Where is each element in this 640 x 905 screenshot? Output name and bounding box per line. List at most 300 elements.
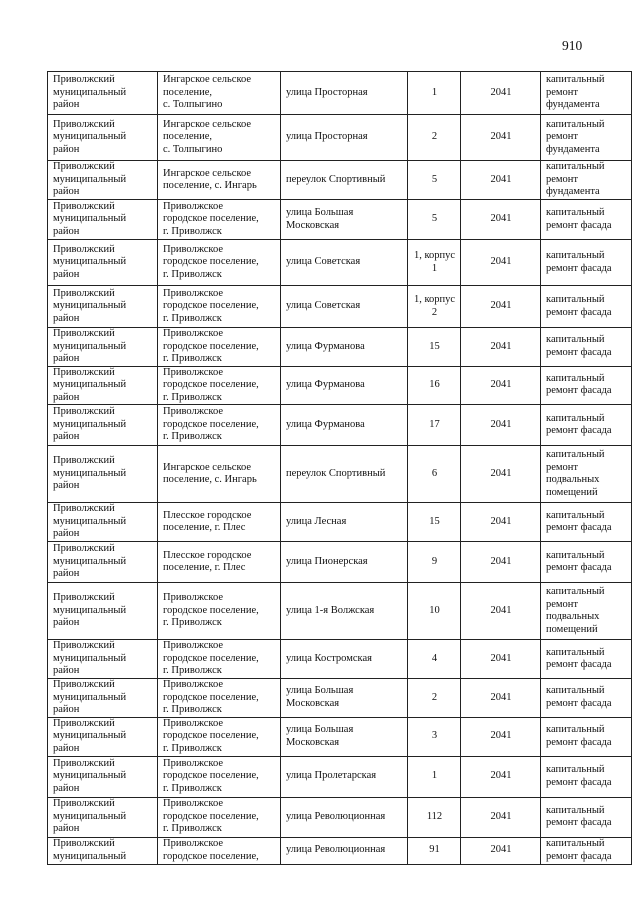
cell-line: улица Большая	[286, 207, 354, 218]
cell-line: Приволжский	[53, 200, 115, 212]
work-type-cell	[541, 640, 632, 679]
cell-line: район	[53, 431, 80, 443]
cell-line: Приволжский	[53, 838, 115, 849]
cell-line: капитальный	[546, 250, 605, 261]
cell-line: муниципальный	[53, 213, 127, 225]
repair-schedule-table	[47, 71, 632, 865]
year-cell: 2041	[461, 583, 541, 640]
settlement-cell	[158, 679, 281, 718]
settlement-cell	[158, 328, 281, 367]
table-row	[48, 756, 632, 797]
cell-line: улица Пионерская	[286, 555, 368, 567]
cell-line: г. Приволжск	[163, 617, 222, 629]
cell-line: 15	[429, 515, 440, 527]
cell-line: улица Фурманова	[286, 379, 365, 390]
work-type-cell	[541, 503, 632, 542]
settlement-cell	[158, 240, 281, 286]
cell-line: подвальных	[546, 611, 600, 622]
house-number-cell	[408, 286, 461, 328]
district-cell	[48, 328, 158, 367]
table-row	[48, 640, 632, 679]
cell-line: 1	[431, 262, 438, 274]
district-cell	[48, 161, 158, 200]
cell-line: ремонт фасада	[546, 346, 612, 358]
year-cell: 2041	[461, 640, 541, 679]
cell-line: капитальный	[546, 646, 605, 658]
cell-line: поселение, г. Плес	[163, 562, 246, 573]
cell-line: Приволжское	[163, 757, 224, 769]
cell-line: капитальный	[546, 74, 605, 86]
cell-line: подвальных	[546, 474, 600, 485]
cell-line: муниципальный	[53, 555, 127, 567]
cell-line: капитальный	[546, 838, 605, 849]
cell-line: район	[53, 480, 80, 492]
work-type-cell	[541, 161, 632, 200]
cell-line: улица Революционная	[286, 810, 386, 822]
cell-line: г. Приволжск	[163, 225, 222, 237]
cell-line: городское поселение,	[163, 340, 259, 352]
house-number-cell	[408, 200, 461, 240]
house-number-cell	[408, 756, 461, 797]
work-type-cell	[541, 240, 632, 286]
house-number-cell	[408, 583, 461, 640]
cell-line: ремонт фасада	[546, 425, 612, 436]
cell-line: капитальный	[546, 118, 605, 130]
cell-line: муниципальный	[53, 691, 127, 703]
cell-line: муниципальный	[53, 379, 127, 390]
work-type-cell	[541, 72, 632, 115]
cell-line: Приволжский	[53, 798, 115, 810]
cell-line: ремонт фасада	[546, 385, 612, 397]
table-row	[48, 328, 632, 367]
cell-line: Приволжский	[53, 118, 115, 130]
cell-line: ремонт фасада	[546, 562, 612, 573]
cell-line: городское поселение,	[163, 850, 259, 862]
street-cell	[281, 200, 408, 240]
cell-line: Приволжское	[163, 798, 224, 810]
street-cell	[281, 366, 408, 405]
district-cell	[48, 717, 158, 756]
cell-line: городское поселение,	[163, 213, 259, 225]
cell-line: ремонт фасада	[546, 817, 612, 828]
cell-line: фундамента	[546, 143, 600, 155]
cell-line: г. Приволжск	[163, 431, 222, 443]
year-cell: 2041	[461, 679, 541, 718]
cell-line: ремонт фасада	[546, 850, 612, 862]
street-cell	[281, 717, 408, 756]
street-cell	[281, 161, 408, 200]
cell-line: капитальный	[546, 334, 605, 346]
table-row	[48, 583, 632, 640]
cell-line: капитальный	[546, 372, 605, 384]
cell-line: г. Приволжск	[163, 312, 222, 324]
street-cell	[281, 72, 408, 115]
cell-line: городское поселение,	[163, 691, 259, 703]
settlement-cell	[158, 161, 281, 200]
cell-line: 4	[431, 652, 438, 664]
year-cell: 2041	[461, 366, 541, 405]
district-cell	[48, 286, 158, 328]
table-row	[48, 240, 632, 286]
year-cell: 2041	[461, 837, 541, 864]
cell-line: Плесское городское	[163, 549, 252, 561]
year-cell: 2041	[461, 200, 541, 240]
cell-line: район	[53, 99, 80, 111]
year-cell: 2041	[461, 446, 541, 503]
cell-line: улица Костромская	[286, 652, 372, 664]
settlement-cell	[158, 583, 281, 640]
cell-line: район	[53, 528, 80, 540]
house-number-cell	[408, 837, 461, 864]
cell-line: капитальный	[546, 161, 605, 173]
cell-line: муниципальный	[53, 418, 127, 430]
cell-line: Приволжский	[53, 503, 115, 515]
district-cell	[48, 542, 158, 583]
cell-line: капитальный	[546, 804, 605, 816]
cell-line: ремонт	[546, 461, 579, 473]
cell-line: капитальный	[546, 685, 605, 697]
cell-line: улица Революционная	[286, 844, 386, 856]
table-row	[48, 446, 632, 503]
street-cell	[281, 446, 408, 503]
cell-line: капитальный	[546, 412, 605, 424]
cell-line: Приволжское	[163, 592, 224, 604]
house-number-cell	[408, 115, 461, 161]
cell-line: район	[53, 268, 80, 280]
cell-line: капитальный	[546, 207, 605, 218]
district-cell	[48, 200, 158, 240]
house-number-cell	[408, 446, 461, 503]
district-cell	[48, 405, 158, 446]
year-cell: 2041	[461, 240, 541, 286]
cell-line: улица Большая	[286, 685, 354, 697]
cell-line: городское поселение,	[163, 379, 259, 390]
street-cell	[281, 328, 408, 367]
cell-line: городское поселение,	[163, 770, 259, 782]
cell-line: городское поселение,	[163, 300, 259, 312]
cell-line: Приволжский	[53, 406, 115, 418]
district-cell	[48, 679, 158, 718]
cell-line: Приволжское	[163, 717, 224, 729]
cell-line: г. Приволжск	[163, 823, 222, 835]
cell-line: Приволжский	[53, 74, 115, 86]
work-type-cell	[541, 446, 632, 503]
cell-line: г. Приволжск	[163, 704, 222, 715]
house-number-cell	[408, 640, 461, 679]
cell-line: с. Толпыгино	[163, 143, 223, 155]
settlement-cell	[158, 717, 281, 756]
cell-line: муниципальный	[53, 770, 127, 782]
settlement-cell	[158, 115, 281, 161]
street-cell	[281, 240, 408, 286]
cell-line: помещений	[546, 486, 598, 498]
district-cell	[48, 446, 158, 503]
cell-line: район	[53, 568, 80, 580]
cell-line: поселение, г. Плес	[163, 522, 246, 533]
cell-line: Приволжское	[163, 243, 224, 255]
year-cell: 2041	[461, 286, 541, 328]
settlement-cell	[158, 200, 281, 240]
work-type-cell	[541, 583, 632, 640]
settlement-cell	[158, 542, 281, 583]
cell-line: фундамента	[546, 99, 600, 111]
cell-line: район	[53, 823, 80, 835]
cell-line: ремонт фасада	[546, 736, 612, 748]
cell-line: помещений	[546, 623, 598, 635]
district-cell	[48, 240, 158, 286]
cell-line: муниципальный	[53, 850, 127, 862]
cell-line: 10	[429, 604, 440, 616]
cell-line: капитальный	[546, 724, 605, 735]
cell-line: поселение,	[163, 131, 213, 143]
cell-line: Ингарское сельское	[163, 118, 252, 130]
table-row	[48, 286, 632, 328]
cell-line: ремонт	[546, 173, 579, 185]
house-number-cell	[408, 503, 461, 542]
cell-line: с. Толпыгино	[163, 99, 223, 111]
cell-line: 1, корпус	[413, 294, 456, 305]
street-cell	[281, 756, 408, 797]
cell-line: Приволжский	[53, 161, 115, 173]
cell-line: 9	[431, 555, 438, 567]
cell-line: муниципальный	[53, 131, 127, 143]
year-cell: 2041	[461, 717, 541, 756]
settlement-cell	[158, 366, 281, 405]
cell-line: район	[53, 225, 80, 237]
cell-line: ремонт фасада	[546, 219, 612, 231]
cell-line: Приволжский	[53, 592, 115, 604]
cell-line: район	[53, 617, 80, 629]
settlement-cell	[158, 640, 281, 679]
page-number: 910	[562, 38, 583, 53]
cell-line: муниципальный	[53, 467, 127, 479]
cell-line: ремонт фасада	[546, 262, 612, 274]
cell-line: Приволжское	[163, 640, 224, 652]
cell-line: район	[53, 391, 80, 403]
district-cell	[48, 72, 158, 115]
cell-line: улица Просторная	[286, 131, 368, 143]
cell-line: 6	[431, 467, 438, 479]
cell-line: муниципальный	[53, 652, 127, 664]
cell-line: 16	[429, 379, 440, 390]
cell-line: капитальный	[546, 586, 605, 597]
district-cell	[48, 756, 158, 797]
table-row	[48, 797, 632, 837]
cell-line: Московская	[286, 697, 340, 709]
house-number-cell	[408, 161, 461, 200]
house-number-cell	[408, 240, 461, 286]
cell-line: Московская	[286, 736, 340, 748]
house-number-cell	[408, 366, 461, 405]
street-cell	[281, 115, 408, 161]
year-cell: 2041	[461, 797, 541, 837]
cell-line: поселение,	[163, 86, 213, 98]
house-number-cell	[408, 542, 461, 583]
street-cell	[281, 797, 408, 837]
settlement-cell	[158, 797, 281, 837]
cell-line: ремонт фасада	[546, 522, 612, 533]
cell-line: капитальный	[546, 509, 605, 521]
cell-line: Приволжский	[53, 543, 115, 555]
district-cell	[48, 115, 158, 161]
table-row	[48, 72, 632, 115]
cell-line: городское поселение,	[163, 730, 259, 742]
cell-line: переулок Спортивный	[286, 467, 386, 479]
table-row	[48, 717, 632, 756]
cell-line: Приволжский	[53, 717, 115, 729]
cell-line: улица Советская	[286, 256, 361, 268]
cell-line: 2	[431, 306, 438, 318]
cell-line: Приволжский	[53, 757, 115, 769]
street-cell	[281, 503, 408, 542]
cell-line: Приволжское	[163, 328, 224, 339]
table-row	[48, 115, 632, 161]
cell-line: улица Фурманова	[286, 340, 365, 352]
cell-line: улица Лесная	[286, 515, 347, 527]
cell-line: Приволжский	[53, 455, 115, 467]
cell-line: ремонт фасада	[546, 776, 612, 788]
cell-line: переулок Спортивный	[286, 173, 386, 185]
cell-line: район	[53, 742, 80, 754]
house-number-cell	[408, 717, 461, 756]
cell-line: Ингарское сельское	[163, 461, 252, 473]
cell-line: Приволжский	[53, 287, 115, 299]
cell-line: Приволжское	[163, 287, 224, 299]
street-cell	[281, 640, 408, 679]
cell-line: 3	[431, 730, 438, 742]
cell-line: муниципальный	[53, 256, 127, 268]
cell-line: Ингарское сельское	[163, 167, 252, 179]
cell-line: Плесское городское	[163, 509, 252, 521]
house-number-cell	[408, 405, 461, 446]
cell-line: г. Приволжск	[163, 391, 222, 403]
house-number-cell	[408, 72, 461, 115]
table-row	[48, 366, 632, 405]
cell-line: улица Большая	[286, 724, 354, 735]
cell-line: муниципальный	[53, 300, 127, 312]
work-type-cell	[541, 328, 632, 367]
cell-line: фундамента	[546, 186, 600, 198]
street-cell	[281, 405, 408, 446]
cell-line: Приволжское	[163, 406, 224, 418]
district-cell	[48, 503, 158, 542]
work-type-cell	[541, 115, 632, 161]
cell-line: капитальный	[546, 764, 605, 775]
year-cell: 2041	[461, 503, 541, 542]
district-cell	[48, 640, 158, 679]
cell-line: поселение, с. Ингарь	[163, 180, 257, 191]
cell-line: район	[53, 186, 80, 198]
cell-line: 1, корпус	[413, 250, 456, 261]
cell-line: 5	[431, 213, 438, 225]
cell-line: 91	[429, 844, 440, 856]
cell-line: ремонт	[546, 86, 579, 98]
settlement-cell	[158, 503, 281, 542]
cell-line: ремонт фасада	[546, 659, 612, 670]
year-cell: 2041	[461, 72, 541, 115]
cell-line: Приволжский	[53, 328, 115, 339]
cell-line: поселение, с. Ингарь	[163, 474, 257, 485]
cell-line: г. Приволжск	[163, 268, 222, 280]
cell-line: капитальный	[546, 449, 605, 460]
cell-line: 112	[426, 810, 443, 822]
cell-line: Приволжское	[163, 366, 224, 378]
settlement-cell	[158, 756, 281, 797]
cell-line: район	[53, 665, 80, 677]
cell-line: г. Приволжск	[163, 782, 222, 794]
cell-line: г. Приволжск	[163, 353, 222, 364]
house-number-cell	[408, 679, 461, 718]
work-type-cell	[541, 286, 632, 328]
cell-line: 1	[431, 770, 438, 782]
cell-line: Приволжское	[163, 679, 224, 690]
cell-line: 17	[429, 418, 440, 430]
cell-line: ремонт фасада	[546, 697, 612, 709]
cell-line: Московская	[286, 219, 340, 231]
work-type-cell	[541, 366, 632, 405]
street-cell	[281, 542, 408, 583]
table-row	[48, 161, 632, 200]
table-row	[48, 679, 632, 718]
cell-line: 1	[431, 86, 438, 98]
street-cell	[281, 837, 408, 864]
table-row	[48, 200, 632, 240]
settlement-cell	[158, 446, 281, 503]
cell-line: г. Приволжск	[163, 665, 222, 677]
work-type-cell	[541, 717, 632, 756]
cell-line: район	[53, 143, 80, 155]
cell-line: городское поселение,	[163, 418, 259, 430]
cell-line: ремонт фасада	[546, 306, 612, 318]
year-cell: 2041	[461, 756, 541, 797]
cell-line: муниципальный	[53, 173, 127, 185]
cell-line: 2	[431, 131, 438, 143]
settlement-cell	[158, 405, 281, 446]
cell-line: городское поселение,	[163, 604, 259, 616]
cell-line: городское поселение,	[163, 652, 259, 664]
year-cell: 2041	[461, 405, 541, 446]
district-cell	[48, 837, 158, 864]
cell-line: 2	[431, 691, 438, 703]
cell-line: капитальный	[546, 294, 605, 305]
work-type-cell	[541, 200, 632, 240]
cell-line: 15	[429, 340, 440, 352]
cell-line: район	[53, 782, 80, 794]
cell-line: муниципальный	[53, 810, 127, 822]
cell-line: Приволжский	[53, 243, 115, 255]
year-cell: 2041	[461, 542, 541, 583]
cell-line: улица 1-я Волжская	[286, 604, 375, 616]
cell-line: Ингарское сельское	[163, 74, 252, 86]
year-cell: 2041	[461, 328, 541, 367]
cell-line: ремонт	[546, 131, 579, 143]
cell-line: улица Фурманова	[286, 418, 365, 430]
cell-line: Приволжский	[53, 679, 115, 690]
table-row	[48, 837, 632, 864]
house-number-cell	[408, 797, 461, 837]
cell-line: Приволжское	[163, 200, 224, 212]
work-type-cell	[541, 797, 632, 837]
cell-line: Приволжский	[53, 366, 115, 378]
cell-line: район	[53, 353, 80, 364]
table-body	[48, 72, 632, 865]
cell-line: 5	[431, 173, 438, 185]
cell-line: район	[53, 312, 80, 324]
cell-line: ремонт	[546, 598, 579, 610]
settlement-cell	[158, 286, 281, 328]
cell-line: муниципальный	[53, 86, 127, 98]
work-type-cell	[541, 405, 632, 446]
